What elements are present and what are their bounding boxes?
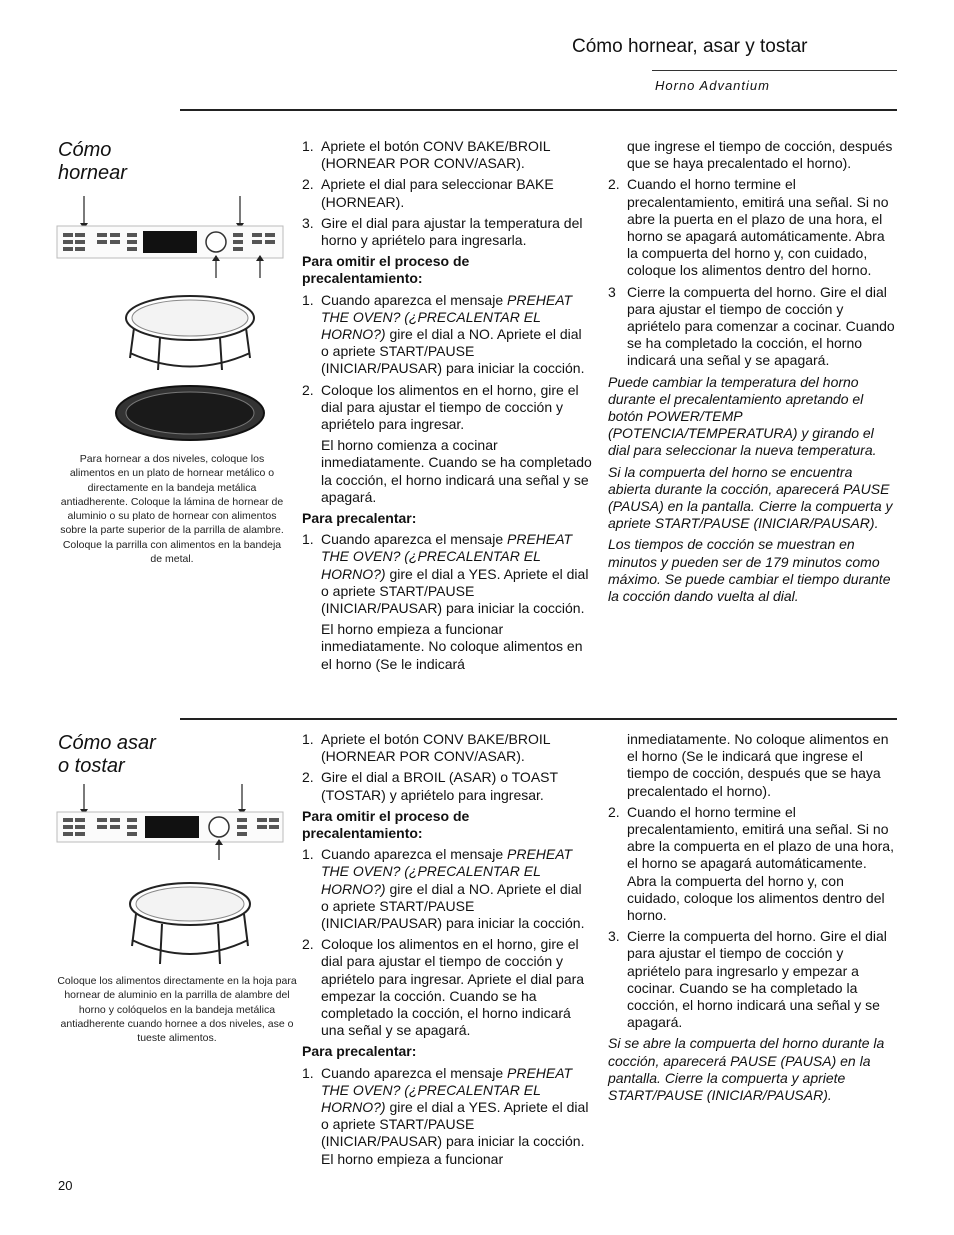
dial (209, 817, 229, 837)
section-divider (180, 718, 897, 720)
subheading-preheat: Para precalentar: (302, 510, 417, 527)
note: Si la compuerta del horno se encuentra abierta durante la cocción, aparecerá PAUSE (PAUSA) en la pantalla. Cierre la compuerta y apriete START/PAUSE (INICIAR/PAUSAR). (608, 463, 893, 532)
list-item: 3 Cierre la compuerta del horno. Gire el dial para ajustar el tiempo de cocción y apriételo para comenzar a cocinar. Cuando se ha completado la cocción, el horno indicará una señal y se apagará. (608, 283, 895, 369)
list-item: 3. Cierre la compuerta del horno. Gire el dial para ajustar el tiempo de cocción y apriételo para ingresarlo y empezar a cocinar. Cuando se ha completado la cocción, el horno indicará una señal y se apagará. (608, 928, 887, 1031)
control-panel-diagram (55, 196, 285, 278)
wire-rack-with-sheet-illustration (120, 876, 260, 968)
bake-column-1 (302, 138, 592, 677)
subheading-skip-preheat: Para omitir el proceso de precalentamiento: (302, 253, 470, 287)
page-header-title: Cómo hornear, asar y tostar (572, 36, 808, 57)
broil-column-2 (608, 731, 898, 1108)
display-screen (143, 231, 197, 253)
list-item: 1. Apriete el botón CONV BAKE/BROIL (HORNEAR POR CONV/ASAR). (302, 731, 551, 765)
list-item: 3. Gire el dial para ajustar la temperatura del horno y apriételo para ingresarla. (302, 214, 583, 249)
paragraph: El horno comienza a cocinar inmediatamente. Cuando se ha completado la cocción, el horno indicará una señal y se apagará. (321, 437, 592, 505)
list-item: 1. Cuando aparezca el mensaje PREHEAT THE OVEN? (¿PRECALENTAR EL HORNO?) gire el dial a NO. Apriete el dial o apriete START/PAUSE (INICIAR/PAUSAR) para iniciar la cocción. (302, 846, 585, 932)
list-item: 1. Cuando aparezca el mensaje PREHEAT THE OVEN? (¿PRECALENTAR EL HORNO?) gire el dial a NO. Apriete el dial o apriete START/PAUSE (INICIAR/PAUSAR) para iniciar la cocción. (302, 291, 585, 377)
figure-caption-broil: Coloque los alimentos directamente en la hoja para hornear de aluminio en la parrilla de alambre del horno y colóquelos en la bandeja metálica antiadherente cuando hornee a dos niveles, ase o tueste alimentos. (57, 975, 297, 1045)
list-item: 2. Coloque los alimentos en el horno, gire el dial para ajustar el tiempo de cocción y apriételo para ingresar. Apriete el dial para empezar la cocción. Cuando se ha completado la cocción, el horno indicará una señal y se apagará. (302, 936, 585, 1039)
list-item: 2. Cuando el horno termine el precalentamiento, emitirá una señal. Si no abre la compuerta en el plazo de una hora, el horno se apagará automáticamente. Abra la compuerta del horno y, con cuidado, coloque los alimentos dentro del horno. (608, 803, 894, 924)
section-title-bake: Cómo hornear (58, 139, 127, 184)
bake-column-2 (608, 138, 898, 609)
list-item: 2. Apriete el dial para seleccionar BAKE (HORNEAR). (302, 176, 554, 210)
paragraph: que ingrese el tiempo de cocción, después que se haya precalentado el horno). (627, 138, 893, 172)
paragraph: inmediatamente. No coloque alimentos en el horno (Se le indicará que ingrese el tiempo de cocción, después que se haya precalentado el horno). (627, 731, 889, 799)
figure-caption-bake: Para hornear a dos niveles, coloque los alimentos en un plato de hornear metálico o directamente en la bandeja metálica antiadherente. Coloque la lámina de hornear de aluminio o su plato de hornear con alimentos sobre la parte superior de la parrilla de alambre. Coloque la parrilla con alimentos en la bandeja de metal. (60, 453, 284, 566)
bake-steps (302, 138, 592, 249)
page-number: 20 (58, 1178, 73, 1193)
note: Si se abre la compuerta del horno durante la cocción, aparecerá PAUSE (PAUSA) en la pantalla. Cierre la compuerta y apriete START/PAUSE (INICIAR/PAUSAR). (608, 1035, 885, 1104)
page-header-subtitle: Horno Advantium (655, 78, 770, 93)
display-screen (145, 816, 199, 838)
header-rule (652, 70, 897, 71)
wire-rack-with-tray-illustration (110, 288, 270, 448)
subheading-skip-preheat: Para omitir el proceso de precalentamiento: (302, 807, 470, 842)
list-item: 2. Cuando el horno termine el precalentamiento, emitirá una señal. Si no abre la puerta en el plazo de una hora, el horno se apagará automáticamente. Abra la compuerta del horno y, con cuidado, coloque los alimentos dentro del horno. (608, 176, 889, 279)
list-item: 1. Cuando aparezca el mensaje PREHEAT THE OVEN? (¿PRECALENTAR EL HORNO?) gire el dial a YES. Apriete el dial o apriete START/PAUSE (INICIAR/PAUSAR) para iniciar la cocción. (302, 531, 589, 617)
list-item: 2. Coloque los alimentos en el horno, gire el dial para ajustar el tiempo de cocción y apriételo para ingresar. (302, 381, 579, 433)
list-item: 2. Gire el dial a BROIL (ASAR) o TOAST (TOSTAR) y apriételo para ingresar. (302, 769, 558, 803)
note: Los tiempos de cocción se muestran en minutos y pueden ser de 179 minutos como máximo. Se puede cambiar el tiempo durante la cocción dando vuelta al dial. (608, 536, 891, 605)
dial (206, 232, 226, 252)
broil-column-1 (302, 731, 592, 1172)
control-panel-diagram (55, 784, 285, 860)
subheading-preheat: Para precalentar: (302, 1043, 417, 1060)
paragraph: El horno empieza a funcionar inmediatamente. No coloque alimentos en el horno (Se le indicará (321, 621, 583, 672)
section-title-broil: Cómo asar o tostar (58, 732, 156, 777)
list-item: 1. Cuando aparezca el mensaje PREHEAT THE OVEN? (¿PRECALENTAR EL HORNO?) gire el dial a YES. Apriete el dial o apriete START/PAUSE (INICIAR/PAUSAR) para iniciar la cocción. El horno empieza a funcionar (302, 1064, 589, 1167)
note: Puede cambiar la temperatura del horno durante el precalentamiento apretando el botón POWER/TEMP (POTENCIA/TEMPERATURA) y girando el dial para seleccionar la nueva temperatura. (608, 373, 877, 459)
list-item: 1. Apriete el botón CONV BAKE/BROIL (HORNEAR POR CONV/ASAR). (302, 138, 551, 172)
section-divider (180, 109, 897, 111)
